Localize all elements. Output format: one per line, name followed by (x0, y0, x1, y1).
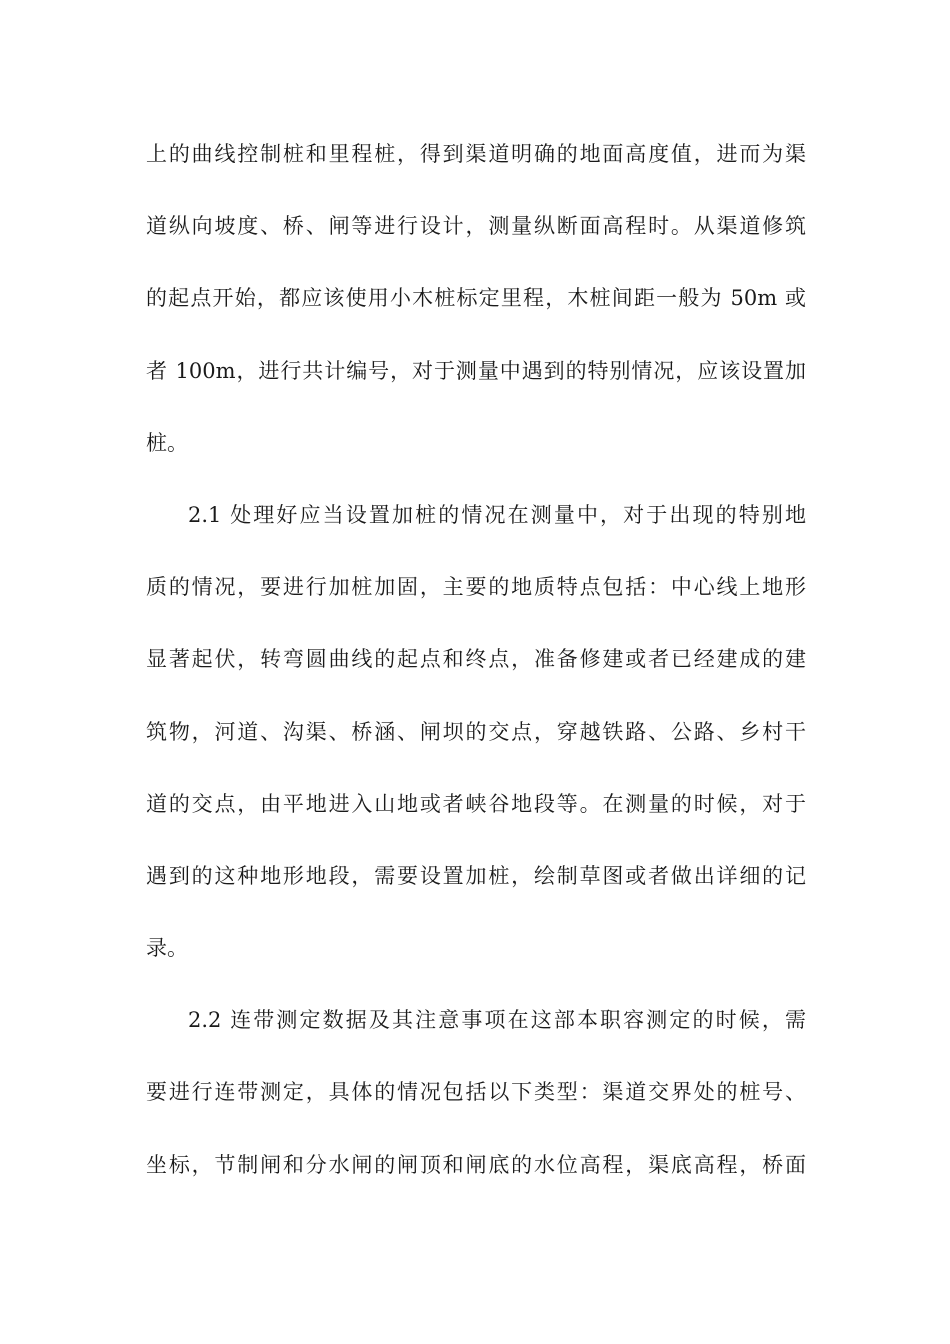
text-line: 录。 (146, 936, 188, 961)
text-line: 坐标，节制闸和分水闸的闸顶和闸底的水位高程，渠底高程，桥面 (146, 1152, 806, 1177)
text-line: 桩。 (146, 430, 188, 455)
document-body (146, 136, 806, 1219)
text-line: 遇到的这种地形地段，需要设置加桩，绘制草图或者做出详细的记 (146, 863, 806, 888)
section-heading-line: 2.1 处理好应当设置加桩的情况在测量中，对于出现的特别地 (188, 502, 806, 527)
text-line: 显著起伏，转弯圆曲线的起点和终点，准备修建或者已经建成的建 (146, 647, 806, 672)
text-line: 者 100m，进行共计编号，对于测量中遇到的特别情况，应该设置加 (146, 358, 806, 383)
text-line: 的起点开始，都应该使用小木桩标定里程，木桩间距一般为 50m 或 (146, 286, 806, 311)
text-line: 道的交点，由平地进入山地或者峡谷地段等。在测量的时候，对于 (146, 791, 806, 816)
text-line: 要进行连带测定，具体的情况包括以下类型：渠道交界处的桩号、 (146, 1080, 806, 1105)
text-line: 上的曲线控制桩和里程桩，得到渠道明确的地面高度值，进而为渠 (146, 142, 806, 166)
text-line: 道纵向坡度、桥、闸等进行设计，测量纵断面高程时。从渠道修筑 (146, 214, 806, 239)
text-line: 质的情况，要进行加桩加固，主要的地质特点包括：中心线上地形 (146, 575, 806, 600)
section-heading-line: 2.2 连带测定数据及其注意事项在这部本职容测定的时候，需 (188, 1008, 806, 1033)
text-line: 筑物，河道、沟渠、桥涵、闸坝的交点，穿越铁路、公路、乡村干 (146, 719, 806, 744)
